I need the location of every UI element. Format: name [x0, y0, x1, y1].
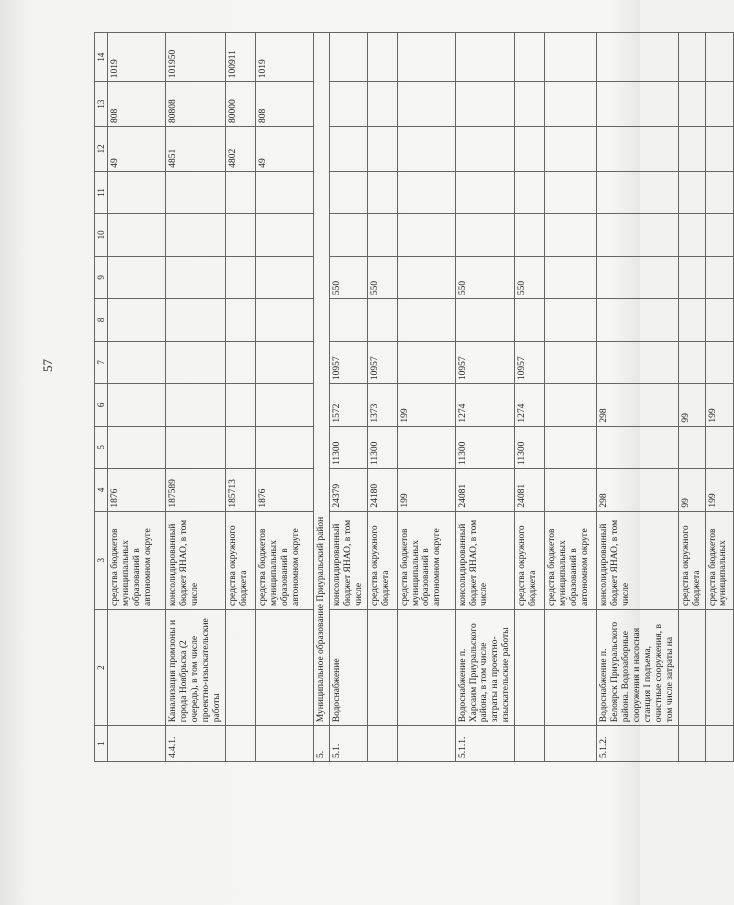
column-header-14: 14 [95, 33, 108, 82]
item-name-cell [678, 609, 705, 725]
value-cell-col-6: 1373 [367, 384, 397, 426]
column-header-6: 6 [95, 384, 108, 426]
value-cell-col-7 [597, 341, 678, 383]
value-cell-col-4: 199 [397, 469, 455, 511]
value-cell-col-6: 1274 [455, 384, 515, 426]
value-cell-col-12 [705, 126, 733, 171]
item-name-cell [705, 609, 733, 725]
value-cell-col-9 [705, 256, 733, 298]
value-cell-col-5 [545, 426, 597, 468]
item-number-cell [255, 726, 313, 762]
value-cell-col-12 [678, 126, 705, 171]
value-cell-col-6 [545, 384, 597, 426]
value-cell-col-11 [255, 171, 313, 213]
column-header-8: 8 [95, 299, 108, 341]
value-cell-col-14 [329, 33, 367, 82]
value-cell-col-4: 298 [597, 469, 678, 511]
value-cell-col-9: 550 [367, 256, 397, 298]
table-row [705, 33, 733, 762]
value-cell-col-12: 49 [108, 126, 166, 171]
value-cell-col-6 [255, 384, 313, 426]
item-number-cell: 5.1.1. [455, 726, 515, 762]
value-cell-col-12 [397, 126, 455, 171]
value-cell-col-4 [545, 469, 597, 511]
value-cell-col-7 [108, 341, 166, 383]
value-cell-col-7: 10957 [367, 341, 397, 383]
value-cell-col-13: 80808 [166, 82, 226, 127]
value-cell-col-13 [545, 82, 597, 127]
value-cell-col-7 [225, 341, 255, 383]
value-cell-col-6 [166, 384, 226, 426]
budget-table [94, 32, 734, 762]
value-cell-col-9 [166, 256, 226, 298]
value-cell-col-14 [545, 33, 597, 82]
table-row [367, 33, 397, 762]
value-cell-col-10 [108, 214, 166, 256]
funding-source-cell: консолидированный бюджет ЯНАО, в том числе [166, 511, 226, 609]
value-cell-col-8 [367, 299, 397, 341]
funding-source-cell: средства бюджетов муниципальных образований в автономном округе [108, 511, 166, 609]
value-cell-col-12: 4802 [225, 126, 255, 171]
value-cell-col-5 [225, 426, 255, 468]
value-cell-col-4: 1876 [255, 469, 313, 511]
item-number-cell: 4.4.1. [166, 726, 226, 762]
value-cell-col-13: 808 [255, 82, 313, 127]
item-number-cell [108, 726, 166, 762]
table-row [166, 33, 226, 762]
value-cell-col-14: 1019 [108, 33, 166, 82]
value-cell-col-9 [255, 256, 313, 298]
value-cell-col-11 [397, 171, 455, 213]
value-cell-col-12 [597, 126, 678, 171]
item-name-cell: Водоснабжение [329, 609, 367, 725]
column-header-4: 4 [95, 469, 108, 511]
value-cell-col-6: 199 [705, 384, 733, 426]
value-cell-col-12 [329, 126, 367, 171]
value-cell-col-13 [455, 82, 515, 127]
value-cell-col-14 [515, 33, 545, 82]
value-cell-col-10 [705, 214, 733, 256]
value-cell-col-9 [597, 256, 678, 298]
table-row [545, 33, 597, 762]
funding-source-cell: консолидированный бюджет ЯНАО, в том числе [597, 511, 678, 609]
column-header-7: 7 [95, 341, 108, 383]
value-cell-col-8 [545, 299, 597, 341]
value-cell-col-4: 1876 [108, 469, 166, 511]
item-number-cell [678, 726, 705, 762]
value-cell-col-8 [678, 299, 705, 341]
funding-source-cell: средства бюджетов муниципальных образований в автономном округе [545, 511, 597, 609]
item-name-cell [397, 609, 455, 725]
item-name-cell: Водоснабжение п. Харсаим Приуральского района, в том числе затраты на проектно-изыскательские работы [455, 609, 515, 725]
table-body [108, 33, 733, 762]
value-cell-col-8 [397, 299, 455, 341]
value-cell-col-11 [166, 171, 226, 213]
value-cell-col-8 [108, 299, 166, 341]
value-cell-col-7 [397, 341, 455, 383]
value-cell-col-14: 101950 [166, 33, 226, 82]
value-cell-col-5 [166, 426, 226, 468]
value-cell-col-14 [678, 33, 705, 82]
value-cell-col-10 [255, 214, 313, 256]
table-row [329, 33, 367, 762]
value-cell-col-12 [455, 126, 515, 171]
value-cell-col-13: 808 [108, 82, 166, 127]
value-cell-col-9: 550 [515, 256, 545, 298]
funding-source-cell: средства окружного бюджета [225, 511, 255, 609]
item-name-cell: Водоснабжение п. Белоярск Приуральского района. Водозаборные сооружения и насосная станция I подъема, очистные сооружения, в том числе затраты на [597, 609, 678, 725]
funding-source-cell: консолидированный бюджет ЯНАО, в том числе [329, 511, 367, 609]
value-cell-col-4: 24081 [515, 469, 545, 511]
value-cell-col-13 [397, 82, 455, 127]
item-name-cell: Канализация промзоны и города Ноябрьска (2 очередь), в том числе проектно-изыскательские работы [166, 609, 226, 725]
value-cell-col-9: 550 [329, 256, 367, 298]
value-cell-col-6: 298 [597, 384, 678, 426]
table-row [255, 33, 313, 762]
value-cell-col-8 [515, 299, 545, 341]
value-cell-col-13 [678, 82, 705, 127]
value-cell-col-9 [225, 256, 255, 298]
value-cell-col-6 [225, 384, 255, 426]
value-cell-col-8 [166, 299, 226, 341]
value-cell-col-4: 185713 [225, 469, 255, 511]
column-header-1: 1 [95, 726, 108, 762]
item-number-cell [397, 726, 455, 762]
table-row [678, 33, 705, 762]
value-cell-col-5 [397, 426, 455, 468]
value-cell-col-12 [515, 126, 545, 171]
value-cell-col-11 [367, 171, 397, 213]
value-cell-col-10 [397, 214, 455, 256]
value-cell-col-11 [225, 171, 255, 213]
value-cell-col-6: 1572 [329, 384, 367, 426]
value-cell-col-12: 49 [255, 126, 313, 171]
value-cell-col-8 [225, 299, 255, 341]
value-cell-col-10 [545, 214, 597, 256]
value-cell-col-7 [545, 341, 597, 383]
item-number-cell: 5.1. [329, 726, 367, 762]
item-name-cell [108, 609, 166, 725]
value-cell-col-14 [397, 33, 455, 82]
funding-source-cell: средства окружного бюджета [367, 511, 397, 609]
value-cell-col-12: 4851 [166, 126, 226, 171]
value-cell-col-6: 1274 [515, 384, 545, 426]
value-cell-col-14 [455, 33, 515, 82]
column-header-9: 9 [95, 256, 108, 298]
value-cell-col-5 [705, 426, 733, 468]
value-cell-col-8 [255, 299, 313, 341]
column-header-13: 13 [95, 82, 108, 127]
value-cell-col-13 [329, 82, 367, 127]
value-cell-col-10 [678, 214, 705, 256]
value-cell-col-13 [367, 82, 397, 127]
table-row [455, 33, 515, 762]
table-row [108, 33, 166, 762]
item-name-cell [545, 609, 597, 725]
value-cell-col-13 [705, 82, 733, 127]
value-cell-col-11 [108, 171, 166, 213]
value-cell-col-11 [329, 171, 367, 213]
value-cell-col-7: 10957 [515, 341, 545, 383]
value-cell-col-11 [515, 171, 545, 213]
column-header-10: 10 [95, 214, 108, 256]
value-cell-col-4: 24081 [455, 469, 515, 511]
table-row [397, 33, 455, 762]
value-cell-col-8 [329, 299, 367, 341]
value-cell-col-5 [108, 426, 166, 468]
table-row [225, 33, 255, 762]
value-cell-col-5 [678, 426, 705, 468]
value-cell-col-12 [545, 126, 597, 171]
value-cell-col-5: 11300 [329, 426, 367, 468]
table-row [597, 33, 678, 762]
column-header-11: 11 [95, 171, 108, 213]
value-cell-col-8 [455, 299, 515, 341]
column-header-5: 5 [95, 426, 108, 468]
value-cell-col-8 [597, 299, 678, 341]
value-cell-col-5 [597, 426, 678, 468]
value-cell-col-4: 187589 [166, 469, 226, 511]
value-cell-col-14: 100911 [225, 33, 255, 82]
item-name-cell [225, 609, 255, 725]
value-cell-col-4: 24379 [329, 469, 367, 511]
funding-source-cell: консолидированный бюджет ЯНАО, в том числе [455, 511, 515, 609]
value-cell-col-14 [705, 33, 733, 82]
value-cell-col-9 [678, 256, 705, 298]
value-cell-col-10 [166, 214, 226, 256]
value-cell-col-4: 99 [678, 469, 705, 511]
item-name-cell [515, 609, 545, 725]
value-cell-col-10 [225, 214, 255, 256]
column-header-12: 12 [95, 126, 108, 171]
value-cell-col-7 [678, 341, 705, 383]
value-cell-col-14: 1019 [255, 33, 313, 82]
column-header-2: 2 [95, 609, 108, 725]
page-number: 57 [40, 359, 55, 372]
value-cell-col-11 [705, 171, 733, 213]
value-cell-col-10 [597, 214, 678, 256]
item-name-cell [367, 609, 397, 725]
value-cell-col-7 [705, 341, 733, 383]
value-cell-col-5: 11300 [515, 426, 545, 468]
item-number-cell [545, 726, 597, 762]
value-cell-col-8 [705, 299, 733, 341]
value-cell-col-4: 199 [705, 469, 733, 511]
value-cell-col-9 [545, 256, 597, 298]
funding-source-cell: средства окружного бюджета [678, 511, 705, 609]
value-cell-col-5: 11300 [455, 426, 515, 468]
value-cell-col-11 [455, 171, 515, 213]
table-row [313, 33, 329, 762]
value-cell-col-13 [515, 82, 545, 127]
funding-source-cell: средства окружного бюджета [515, 511, 545, 609]
value-cell-col-11 [678, 171, 705, 213]
value-cell-col-7 [166, 341, 226, 383]
value-cell-col-10 [455, 214, 515, 256]
value-cell-col-7: 10957 [329, 341, 367, 383]
table-container [94, 32, 729, 762]
value-cell-col-7 [255, 341, 313, 383]
value-cell-col-5 [255, 426, 313, 468]
value-cell-col-5: 11300 [367, 426, 397, 468]
item-number-cell [515, 726, 545, 762]
value-cell-col-6 [108, 384, 166, 426]
value-cell-col-11 [545, 171, 597, 213]
column-header-3: 3 [95, 511, 108, 609]
item-number-cell [225, 726, 255, 762]
funding-source-cell: средства бюджетов муниципальных [705, 511, 733, 609]
item-number-cell: 5.1.2. [597, 726, 678, 762]
value-cell-col-9 [397, 256, 455, 298]
value-cell-col-13 [597, 82, 678, 127]
funding-source-cell: средства бюджетов муниципальных образований в автономном округе [255, 511, 313, 609]
rotated-table-frame [94, 32, 729, 762]
value-cell-col-4: 24180 [367, 469, 397, 511]
item-name-cell [255, 609, 313, 725]
header-row [95, 33, 108, 762]
item-number-cell [705, 726, 733, 762]
value-cell-col-10 [329, 214, 367, 256]
value-cell-col-12 [367, 126, 397, 171]
value-cell-col-10 [515, 214, 545, 256]
table-row [515, 33, 545, 762]
value-cell-col-11 [597, 171, 678, 213]
item-number-cell [367, 726, 397, 762]
value-cell-col-6: 99 [678, 384, 705, 426]
value-cell-col-14 [597, 33, 678, 82]
value-cell-col-7: 10957 [455, 341, 515, 383]
value-cell-col-13: 80000 [225, 82, 255, 127]
value-cell-col-6: 199 [397, 384, 455, 426]
section-number: 5. [313, 726, 329, 762]
value-cell-col-10 [367, 214, 397, 256]
section-title: Муниципальное образование Приуральский район [313, 33, 329, 726]
value-cell-col-9: 550 [455, 256, 515, 298]
value-cell-col-9 [108, 256, 166, 298]
funding-source-cell: средства бюджетов муниципальных образований в автономном округе [397, 511, 455, 609]
value-cell-col-14 [367, 33, 397, 82]
